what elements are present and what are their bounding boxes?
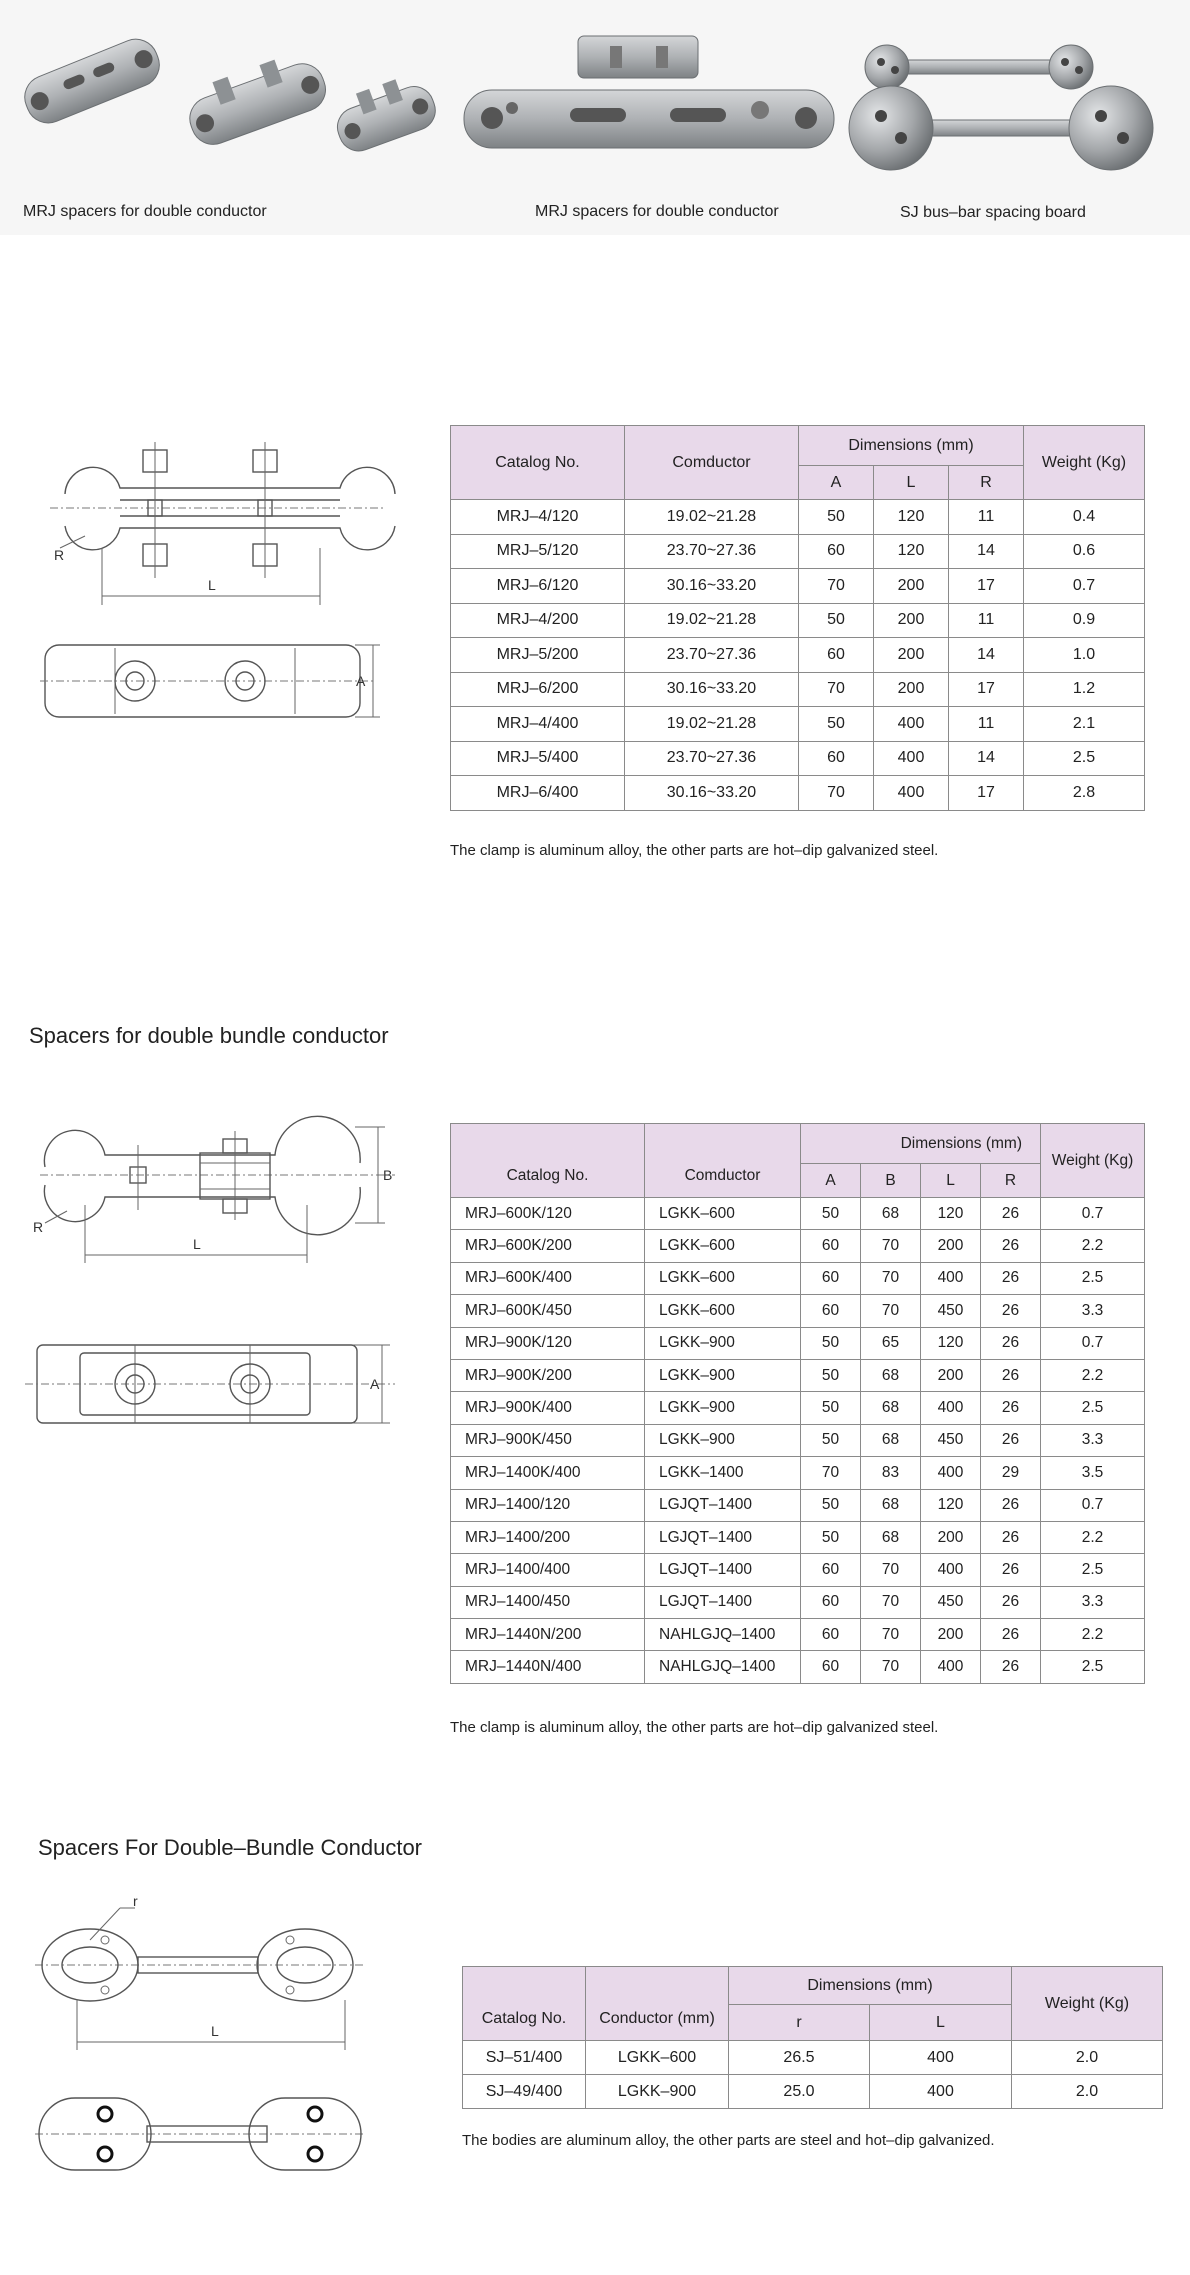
table-cell: LGKK–900 xyxy=(645,1392,801,1424)
table-cell: 70 xyxy=(861,1651,921,1683)
table-cell: 26 xyxy=(981,1554,1041,1586)
photo-caption-3: SJ bus–bar spacing board xyxy=(900,204,1086,221)
table-cell: LGKK–600 xyxy=(645,1198,801,1230)
table-cell: 11 xyxy=(949,603,1024,638)
header-conductor: Comductor xyxy=(625,426,799,500)
table-cell: 68 xyxy=(861,1359,921,1391)
table-cell: 0.7 xyxy=(1041,1198,1145,1230)
table-cell: 200 xyxy=(921,1521,981,1553)
table-cell: 400 xyxy=(870,2075,1012,2109)
table-row xyxy=(451,1521,1145,1553)
table-cell: MRJ–600K/400 xyxy=(451,1262,645,1294)
section-heading: Spacers for double bundle conductor xyxy=(29,1023,389,1048)
table-cell: MRJ–6/400 xyxy=(451,776,625,811)
table-cell: 14 xyxy=(949,638,1024,673)
table-cell: 50 xyxy=(801,1359,861,1391)
table-cell: MRJ–1400K/400 xyxy=(451,1457,645,1489)
table-row xyxy=(451,776,1145,811)
table-row xyxy=(463,2075,1163,2109)
drawing-label-a: A xyxy=(370,1376,380,1392)
mrj-spacer-drawing-top-view xyxy=(40,430,380,610)
drawing-label-r: R xyxy=(33,1219,44,1235)
table-cell: 26.5 xyxy=(729,2041,870,2075)
table-cell: 26 xyxy=(981,1359,1041,1391)
drawing-label-a: A xyxy=(356,673,366,689)
table-row xyxy=(451,569,1145,604)
table-cell: 68 xyxy=(861,1489,921,1521)
table-cell: 2.5 xyxy=(1041,1262,1145,1294)
table-cell: MRJ–4/200 xyxy=(451,603,625,638)
header-l: L xyxy=(921,1164,981,1198)
table-cell: 200 xyxy=(874,672,949,707)
table-cell: 60 xyxy=(801,1554,861,1586)
material-note: The clamp is aluminum alloy, the other parts are hot–dip galvanized steel. xyxy=(450,1719,939,1736)
header-catalog: Catalog No. xyxy=(463,1967,586,2041)
table-cell: 23.70~27.36 xyxy=(625,638,799,673)
mrj-k-spec-table-body xyxy=(451,1198,1145,1684)
table-row xyxy=(451,1554,1145,1586)
table-row xyxy=(451,1651,1145,1683)
header-catalog: Catalog No. xyxy=(451,1124,645,1198)
table-cell: 400 xyxy=(921,1392,981,1424)
sj-spec-table xyxy=(462,1966,1163,2109)
table-cell: NAHLGJQ–1400 xyxy=(645,1619,801,1651)
table-cell: MRJ–900K/200 xyxy=(451,1359,645,1391)
table-cell: LGKK–600 xyxy=(645,1295,801,1327)
table-cell: 200 xyxy=(921,1359,981,1391)
table-cell: 50 xyxy=(801,1327,861,1359)
table-cell: 60 xyxy=(801,1262,861,1294)
table-row xyxy=(451,638,1145,673)
header-weight: Weight (Kg) xyxy=(1012,1967,1163,2041)
header-conductor: Conductor (mm) xyxy=(586,1967,729,2041)
material-note: The clamp is aluminum alloy, the other parts are hot–dip galvanized steel. xyxy=(450,842,939,859)
table-cell: 70 xyxy=(799,672,874,707)
table-cell: 60 xyxy=(799,534,874,569)
table-cell: 450 xyxy=(921,1424,981,1456)
table-cell: 450 xyxy=(921,1586,981,1618)
table-cell: 50 xyxy=(801,1489,861,1521)
table-cell: MRJ–4/400 xyxy=(451,707,625,742)
table-cell: 70 xyxy=(799,776,874,811)
table-cell: 70 xyxy=(801,1457,861,1489)
table-cell: 1.2 xyxy=(1024,672,1145,707)
table-cell: 0.4 xyxy=(1024,500,1145,535)
table-cell: 26 xyxy=(981,1295,1041,1327)
header-a: A xyxy=(801,1164,861,1198)
table-cell: 26 xyxy=(981,1198,1041,1230)
table-cell: 26 xyxy=(981,1651,1041,1683)
table-cell: 2.0 xyxy=(1012,2075,1163,2109)
header-l: L xyxy=(874,466,949,500)
table-cell: 14 xyxy=(949,534,1024,569)
table-cell: 400 xyxy=(921,1554,981,1586)
header-l: L xyxy=(870,2005,1012,2041)
table-cell: MRJ–600K/450 xyxy=(451,1295,645,1327)
table-cell: 17 xyxy=(949,672,1024,707)
table-cell: 60 xyxy=(801,1651,861,1683)
table-row xyxy=(451,1327,1145,1359)
header-dimensions: Dimensions (mm) xyxy=(729,1967,1012,2005)
table-cell: 60 xyxy=(801,1230,861,1262)
table-cell: 26 xyxy=(981,1586,1041,1618)
mrj-k-spacer-drawing-side-view xyxy=(25,1335,405,1435)
mrj-spacer-photo-1 xyxy=(15,15,445,165)
table-cell: 0.9 xyxy=(1024,603,1145,638)
table-cell: 26 xyxy=(981,1392,1041,1424)
table-cell: 120 xyxy=(921,1489,981,1521)
table-cell: 26 xyxy=(981,1230,1041,1262)
table-row xyxy=(451,1230,1145,1262)
table-cell: 50 xyxy=(799,500,874,535)
table-cell: LGJQT–1400 xyxy=(645,1554,801,1586)
table-cell: LGJQT–1400 xyxy=(645,1521,801,1553)
header-dimensions: Dimensions (mm) xyxy=(799,426,1024,466)
header-r: r xyxy=(729,2005,870,2041)
sj-bus-bar-photo xyxy=(845,38,1165,178)
sj-spec-table-body xyxy=(463,2041,1163,2109)
table-cell: 70 xyxy=(799,569,874,604)
table-row xyxy=(451,534,1145,569)
table-cell: 2.5 xyxy=(1041,1554,1145,1586)
table-cell: MRJ–6/120 xyxy=(451,569,625,604)
table-cell: LGKK–900 xyxy=(645,1327,801,1359)
table-row xyxy=(451,1359,1145,1391)
table-cell: 50 xyxy=(801,1198,861,1230)
table-cell: LGKK–1400 xyxy=(645,1457,801,1489)
table-cell: 2.8 xyxy=(1024,776,1145,811)
header-weight: Weight (Kg) xyxy=(1041,1124,1145,1198)
mrj-spacer-drawing-side-view xyxy=(40,640,380,730)
table-cell: 2.5 xyxy=(1024,741,1145,776)
table-cell: 120 xyxy=(874,500,949,535)
table-cell: 2.2 xyxy=(1041,1521,1145,1553)
drawing-label-r: r xyxy=(133,1893,138,1909)
table-cell: 70 xyxy=(861,1586,921,1618)
table-row xyxy=(463,2041,1163,2075)
table-cell: 70 xyxy=(861,1262,921,1294)
table-cell: 26 xyxy=(981,1424,1041,1456)
table-row xyxy=(451,500,1145,535)
table-cell: 23.70~27.36 xyxy=(625,741,799,776)
table-cell: 1.0 xyxy=(1024,638,1145,673)
table-cell: MRJ–6/200 xyxy=(451,672,625,707)
table-cell: SJ–51/400 xyxy=(463,2041,586,2075)
table-row xyxy=(451,1619,1145,1651)
table-cell: 60 xyxy=(801,1586,861,1618)
table-cell: MRJ–1400/120 xyxy=(451,1489,645,1521)
table-cell: MRJ–900K/400 xyxy=(451,1392,645,1424)
table-cell: LGKK–900 xyxy=(586,2075,729,2109)
table-cell: 17 xyxy=(949,776,1024,811)
table-cell: 19.02~21.28 xyxy=(625,500,799,535)
table-cell: 50 xyxy=(801,1424,861,1456)
table-cell: 3.3 xyxy=(1041,1295,1145,1327)
table-cell: 70 xyxy=(861,1295,921,1327)
table-cell: 200 xyxy=(921,1230,981,1262)
table-cell: 26 xyxy=(981,1262,1041,1294)
table-cell: 400 xyxy=(921,1457,981,1489)
table-cell: 14 xyxy=(949,741,1024,776)
table-cell: 50 xyxy=(799,603,874,638)
table-cell: 400 xyxy=(921,1651,981,1683)
table-cell: 0.7 xyxy=(1041,1489,1145,1521)
table-cell: 0.7 xyxy=(1041,1327,1145,1359)
table-cell: MRJ–600K/200 xyxy=(451,1230,645,1262)
drawing-label-l: L xyxy=(193,1236,201,1252)
table-cell: 68 xyxy=(861,1198,921,1230)
table-row xyxy=(451,1198,1145,1230)
table-cell: SJ–49/400 xyxy=(463,2075,586,2109)
table-cell: MRJ–4/120 xyxy=(451,500,625,535)
table-cell: 50 xyxy=(801,1521,861,1553)
table-cell: 2.1 xyxy=(1024,707,1145,742)
mrj-spacer-photo-2 xyxy=(460,28,840,168)
header-weight: Weight (Kg) xyxy=(1024,426,1145,500)
table-cell: MRJ–1400/450 xyxy=(451,1586,645,1618)
product-photo-strip xyxy=(0,0,1190,235)
table-cell: 400 xyxy=(870,2041,1012,2075)
table-cell: 70 xyxy=(861,1230,921,1262)
table-row xyxy=(451,603,1145,638)
table-cell: 26 xyxy=(981,1619,1041,1651)
table-cell: 50 xyxy=(801,1392,861,1424)
table-cell: LGJQT–1400 xyxy=(645,1586,801,1618)
table-cell: MRJ–900K/120 xyxy=(451,1327,645,1359)
table-cell: 60 xyxy=(801,1619,861,1651)
table-cell: MRJ–1440N/200 xyxy=(451,1619,645,1651)
table-cell: 120 xyxy=(874,534,949,569)
sj-spacer-drawing-side-view xyxy=(35,2090,365,2180)
drawing-label-b: B xyxy=(383,1167,393,1183)
table-row xyxy=(451,741,1145,776)
mrj-spec-table xyxy=(450,425,1145,811)
photo-caption-1: MRJ spacers for double conductor xyxy=(23,203,267,220)
table-cell: 25.0 xyxy=(729,2075,870,2109)
section-heading: Spacers For Double–Bundle Conductor xyxy=(38,1835,423,1860)
table-cell: 400 xyxy=(874,741,949,776)
table-cell: MRJ–1440N/400 xyxy=(451,1651,645,1683)
sj-spacer-drawing-top-view xyxy=(35,1893,365,2050)
header-a: A xyxy=(799,466,874,500)
table-cell: 450 xyxy=(921,1295,981,1327)
table-cell: 70 xyxy=(861,1554,921,1586)
table-cell: LGKK–900 xyxy=(645,1424,801,1456)
table-cell: 60 xyxy=(799,638,874,673)
table-cell: 19.02~21.28 xyxy=(625,603,799,638)
table-cell: LGKK–600 xyxy=(586,2041,729,2075)
table-cell: 26 xyxy=(981,1521,1041,1553)
table-cell: 30.16~33.20 xyxy=(625,776,799,811)
table-cell: 2.2 xyxy=(1041,1619,1145,1651)
header-r: R xyxy=(981,1164,1041,1198)
photo-caption-2: MRJ spacers for double conductor xyxy=(535,203,779,220)
table-cell: 11 xyxy=(949,500,1024,535)
table-cell: MRJ–600K/120 xyxy=(451,1198,645,1230)
table-cell: 400 xyxy=(921,1262,981,1294)
table-cell: 400 xyxy=(874,776,949,811)
table-cell: 29 xyxy=(981,1457,1041,1489)
table-cell: 83 xyxy=(861,1457,921,1489)
mrj-spec-table-body xyxy=(451,500,1145,811)
table-cell: 68 xyxy=(861,1392,921,1424)
table-cell: 200 xyxy=(874,603,949,638)
table-cell: MRJ–1400/200 xyxy=(451,1521,645,1553)
table-cell: 3.3 xyxy=(1041,1586,1145,1618)
table-cell: 2.2 xyxy=(1041,1359,1145,1391)
table-cell: 26 xyxy=(981,1327,1041,1359)
table-cell: 120 xyxy=(921,1198,981,1230)
table-cell: 65 xyxy=(861,1327,921,1359)
table-cell: 2.5 xyxy=(1041,1392,1145,1424)
table-row xyxy=(451,1489,1145,1521)
table-cell: 0.7 xyxy=(1024,569,1145,604)
table-cell: 200 xyxy=(874,569,949,604)
table-cell: 68 xyxy=(861,1424,921,1456)
header-b: B xyxy=(861,1164,921,1198)
table-row xyxy=(451,1262,1145,1294)
header-dimensions: Dimensions (mm) xyxy=(801,1124,1041,1164)
table-cell: 2.5 xyxy=(1041,1651,1145,1683)
table-cell: 70 xyxy=(861,1619,921,1651)
table-cell: MRJ–5/200 xyxy=(451,638,625,673)
table-cell: 23.70~27.36 xyxy=(625,534,799,569)
table-cell: 30.16~33.20 xyxy=(625,672,799,707)
table-row xyxy=(451,1457,1145,1489)
table-cell: MRJ–5/400 xyxy=(451,741,625,776)
table-cell: 19.02~21.28 xyxy=(625,707,799,742)
table-cell: 50 xyxy=(799,707,874,742)
drawing-label-l: L xyxy=(211,2023,219,2039)
table-cell: MRJ–1400/400 xyxy=(451,1554,645,1586)
header-catalog: Catalog No. xyxy=(451,426,625,500)
drawing-label-l: L xyxy=(208,577,216,593)
table-cell: NAHLGJQ–1400 xyxy=(645,1651,801,1683)
table-cell: MRJ–900K/450 xyxy=(451,1424,645,1456)
table-cell: LGKK–600 xyxy=(645,1230,801,1262)
table-cell: LGJQT–1400 xyxy=(645,1489,801,1521)
table-cell: LGKK–900 xyxy=(645,1359,801,1391)
table-row xyxy=(451,1424,1145,1456)
table-cell: 68 xyxy=(861,1521,921,1553)
table-cell: 2.0 xyxy=(1012,2041,1163,2075)
header-conductor: Comductor xyxy=(645,1124,801,1198)
table-cell: 2.2 xyxy=(1041,1230,1145,1262)
table-cell: 60 xyxy=(801,1295,861,1327)
table-cell: 3.3 xyxy=(1041,1424,1145,1456)
table-cell: 200 xyxy=(921,1619,981,1651)
table-cell: MRJ–5/120 xyxy=(451,534,625,569)
header-r: R xyxy=(949,466,1024,500)
mrj-k-spacer-drawing-top-view xyxy=(25,1125,405,1275)
material-note: The bodies are aluminum alloy, the other parts are steel and hot–dip galvanized. xyxy=(462,2132,995,2149)
table-row xyxy=(451,707,1145,742)
mrj-k-spec-table xyxy=(450,1123,1145,1684)
table-row xyxy=(451,1295,1145,1327)
table-cell: 200 xyxy=(874,638,949,673)
table-row xyxy=(451,1392,1145,1424)
drawing-label-r: R xyxy=(54,547,65,563)
table-cell: 60 xyxy=(799,741,874,776)
table-cell: LGKK–600 xyxy=(645,1262,801,1294)
table-cell: 11 xyxy=(949,707,1024,742)
table-row xyxy=(451,1586,1145,1618)
table-row xyxy=(451,672,1145,707)
table-cell: 26 xyxy=(981,1489,1041,1521)
table-cell: 400 xyxy=(874,707,949,742)
table-cell: 0.6 xyxy=(1024,534,1145,569)
table-cell: 17 xyxy=(949,569,1024,604)
table-cell: 3.5 xyxy=(1041,1457,1145,1489)
table-cell: 120 xyxy=(921,1327,981,1359)
table-cell: 30.16~33.20 xyxy=(625,569,799,604)
